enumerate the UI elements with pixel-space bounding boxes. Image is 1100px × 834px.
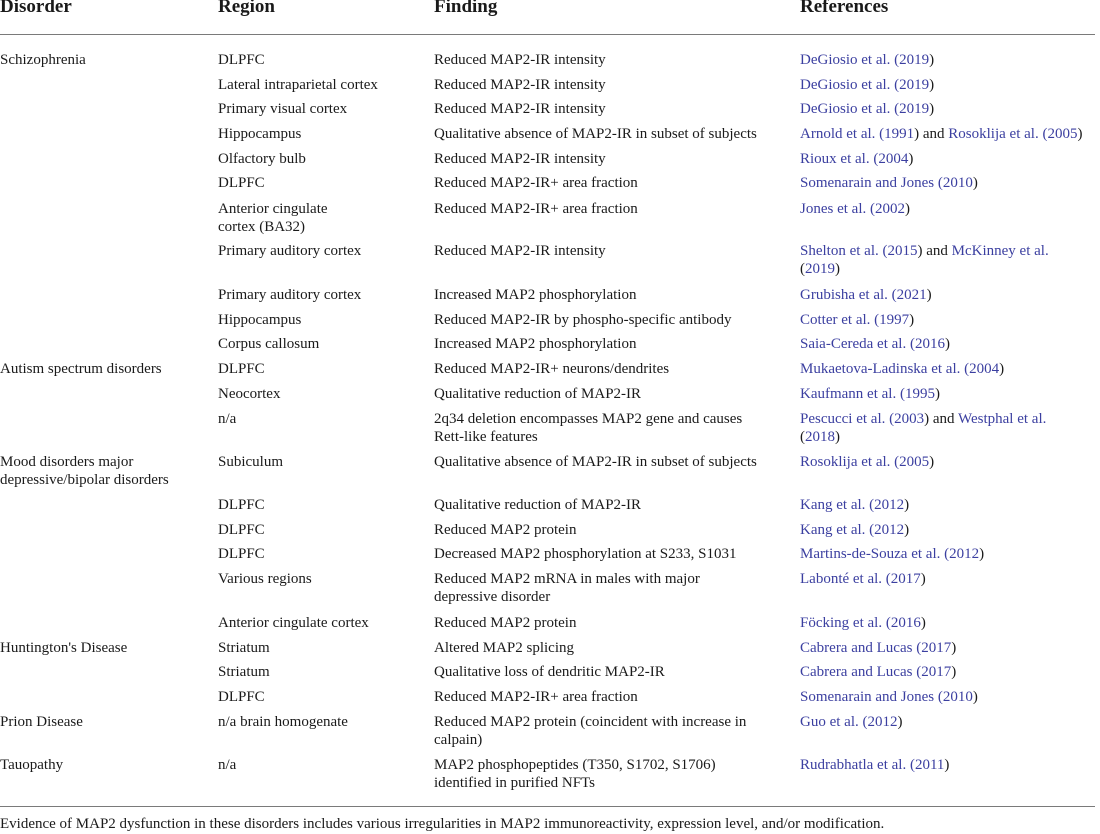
reference-text: ) [904,201,910,217]
reference-text: ) [944,336,950,352]
reference-link[interactable]: 2019 [899,52,930,68]
reference-link[interactable]: 2002 [874,201,905,217]
reference-link[interactable]: Cabrera and Lucas ( [800,664,922,680]
reference-link[interactable]: 2010 [942,689,973,705]
reference-link[interactable]: Rioux et al. ( [800,151,879,167]
reference-text: ) and [917,243,952,259]
cell-references [800,360,1004,378]
reference-link[interactable]: Kaufmann et al. ( [800,386,905,402]
reference-link[interactable]: Guo et al. ( [800,714,868,730]
cell-references [800,385,940,403]
reference-text: ) [929,52,935,68]
reference-text: ) [897,714,903,730]
cell-references [800,150,913,168]
cell-region: n/a [218,411,237,427]
reference-link[interactable]: DeGiosio et al. ( [800,52,900,68]
cell-finding: Altered MAP2 splicing [434,640,574,656]
reference-link[interactable]: 2005 [899,454,930,470]
cell-finding: Reduced MAP2-IR intensity [434,243,606,259]
reference-link[interactable]: 2019 [899,77,930,93]
cell-references [800,286,932,304]
cell-references [800,663,956,681]
cell-finding: MAP2 phosphopeptides (T350, S1702, S1706) identified in purified NFTs [434,757,716,791]
cell-region: DLPFC [218,175,265,191]
cell-disorder: Mood disorders major depressive/bipolar disorders [0,454,169,488]
cell-references [800,570,926,588]
reference-link[interactable]: 2017 [921,664,952,680]
cell-region: DLPFC [218,361,265,377]
reference-link[interactable]: 2012 [874,522,905,538]
header-finding: Finding [434,0,498,17]
reference-link[interactable]: Rudrabhatla et al. ( [800,757,915,773]
cell-region: Anterior cingulate cortex (BA32) [218,201,328,235]
cell-region: Neocortex [218,386,281,402]
reference-link[interactable]: Cotter et al. ( [800,312,880,328]
cell-references [800,311,914,329]
cell-finding: Reduced MAP2 mRNA in males with major depressive disorder [434,571,700,605]
table-footnote: Evidence of MAP2 dysfunction in these disorders includes various irregularities in MAP2 immunoreactivity, expression level, and/or modification. [0,816,885,832]
cell-finding: Reduced MAP2-IR intensity [434,52,606,68]
cell-disorder: Prion Disease [0,714,83,730]
cell-references [800,76,934,94]
reference-link[interactable]: 2003 [894,411,925,427]
cell-region: Corpus callosum [218,336,320,352]
reference-link[interactable]: McKinney et al. [951,243,1049,259]
cell-references [800,100,934,118]
reference-text: ) [951,640,957,656]
reference-link[interactable]: 1991 [884,126,915,142]
cell-region: n/a brain homogenate [218,714,348,730]
reference-text: ) [999,361,1005,377]
cell-references [800,335,950,353]
cell-finding: Reduced MAP2 protein [434,522,577,538]
cell-region: DLPFC [218,546,265,562]
reference-link[interactable]: 2005 [1047,126,1078,142]
reference-link[interactable]: 2012 [949,546,980,562]
reference-link[interactable]: Föcking et al. ( [800,615,891,631]
cell-region: Primary auditory cortex [218,243,362,259]
cell-region: Primary auditory cortex [218,287,362,303]
cell-region: Primary visual cortex [218,101,348,117]
reference-link[interactable]: Jones et al. ( [800,201,875,217]
cell-region: Striatum [218,664,270,680]
reference-link[interactable]: Rosoklija et al. ( [948,126,1048,142]
cell-references [800,713,902,731]
reference-text: ) [835,429,840,445]
reference-link[interactable]: 2016 [890,615,921,631]
reference-text: ) [1077,126,1083,142]
cell-finding: Reduced MAP2-IR intensity [434,101,606,117]
reference-text: ) [934,386,940,402]
cell-region: Subiculum [218,454,284,470]
reference-link[interactable]: 2004 [878,151,909,167]
reference-link[interactable]: 2017 [890,571,921,587]
header-rule [0,34,1095,35]
cell-references [800,545,984,563]
cell-finding: Reduced MAP2-IR+ area fraction [434,689,638,705]
reference-text: ) [951,664,957,680]
cell-disorder: Huntington's Disease [0,640,128,656]
cell-references [800,756,949,774]
cell-finding: Qualitative reduction of MAP2-IR [434,386,642,402]
cell-disorder: Tauopathy [0,757,64,773]
reference-link[interactable]: Grubisha et al. ( [800,287,897,303]
reference-link[interactable]: Westphal et al. [958,411,1047,427]
reference-text: ) and [924,411,959,427]
reference-link[interactable]: Kang et al. ( [800,522,875,538]
reference-text: ) [972,689,978,705]
cell-finding: Reduced MAP2-IR by phospho-specific antibody [434,312,732,328]
cell-references [800,410,1046,446]
cell-references [800,125,1082,143]
cell-region: DLPFC [218,497,265,513]
reference-link[interactable]: Labonté et al. ( [800,571,891,587]
cell-disorder: Autism spectrum disorders [0,361,162,377]
cell-finding: Qualitative absence of MAP2-IR in subset of subjects [434,126,757,142]
reference-text: ) [920,615,926,631]
cell-references [800,174,978,192]
reference-text: ) [944,757,950,773]
cell-region: Lateral intraparietal cortex [218,77,378,93]
cell-references [800,51,934,69]
header-region: Region [218,0,275,17]
reference-link[interactable]: Somenarain and Jones ( [800,689,943,705]
reference-link[interactable]: Martins-de-Souza et al. ( [800,546,950,562]
cell-references [800,688,978,706]
header-disorder: Disorder [0,0,72,17]
cell-references [800,614,926,632]
reference-text: ) [909,312,915,328]
reference-link[interactable]: Arnold et al. ( [800,126,885,142]
reference-text: ( [800,429,805,445]
cell-finding: Reduced MAP2 protein [434,615,577,631]
cell-finding: Decreased MAP2 phosphorylation at S233, S1031 [434,546,737,562]
cell-region: Hippocampus [218,126,302,142]
cell-finding: Qualitative absence of MAP2-IR in subset of subjects [434,454,757,470]
cell-finding: Reduced MAP2-IR+ area fraction [434,175,638,191]
reference-link[interactable]: 2017 [921,640,952,656]
reference-link[interactable]: 2012 [867,714,898,730]
reference-text: ) [929,454,935,470]
cell-finding: Reduced MAP2-IR+ neurons/dendrites [434,361,670,377]
reference-link[interactable]: 1997 [879,312,910,328]
reference-link[interactable]: Rosoklija et al. ( [800,454,900,470]
cell-references [800,496,909,514]
cell-region: Striatum [218,640,270,656]
reference-link[interactable]: 2011 [914,757,945,773]
reference-link[interactable]: DeGiosio et al. ( [800,101,900,117]
bottom-rule [0,806,1095,807]
reference-link[interactable]: 1995 [904,386,935,402]
reference-link[interactable]: 2016 [914,336,945,352]
cell-finding: Reduced MAP2 protein (coincident with increase in calpain) [434,714,747,748]
reference-link[interactable]: Pescucci et al. ( [800,411,895,427]
cell-references [800,453,934,471]
reference-text: ) [926,287,932,303]
reference-link[interactable]: Saia-Cereda et al. ( [800,336,915,352]
reference-link[interactable]: 2010 [942,175,973,191]
reference-text: ) [972,175,978,191]
reference-text: ) [979,546,985,562]
reference-text: ) [904,522,910,538]
cell-finding: Reduced MAP2-IR intensity [434,151,606,167]
cell-references [800,639,956,657]
cell-references [800,242,1049,278]
reference-link[interactable]: 2012 [874,497,905,513]
reference-link[interactable]: Cabrera and Lucas ( [800,640,922,656]
cell-finding: 2q34 deletion encompasses MAP2 gene and causes Rett-like features [434,411,743,445]
cell-finding: Qualitative loss of dendritic MAP2-IR [434,664,665,680]
cell-region: Olfactory bulb [218,151,306,167]
reference-text: ) [904,497,910,513]
reference-text: ) [929,101,935,117]
table-header [0,0,1100,34]
cell-finding: Reduced MAP2-IR intensity [434,77,606,93]
reference-text: ) [835,261,840,277]
cell-references [800,200,910,218]
reference-text: ) and [914,126,949,142]
cell-finding: Increased MAP2 phosphorylation [434,287,637,303]
reference-link[interactable]: 2021 [896,287,927,303]
reference-link[interactable]: Mukaetova-Ladinska et al. ( [800,361,970,377]
reference-link[interactable]: Shelton et al. ( [800,243,888,259]
header-references: References [800,0,889,17]
reference-text: ) [908,151,914,167]
reference-text: ( [800,261,805,277]
cell-references [800,521,909,539]
cell-disorder: Schizophrenia [0,52,86,68]
cell-finding: Increased MAP2 phosphorylation [434,336,637,352]
cell-region: n/a [218,757,237,773]
cell-region: Hippocampus [218,312,302,328]
cell-region: DLPFC [218,689,265,705]
cell-finding: Qualitative reduction of MAP2-IR [434,497,642,513]
cell-region: Various regions [218,571,312,587]
reference-link[interactable]: Kang et al. ( [800,497,875,513]
reference-link[interactable]: Somenarain and Jones ( [800,175,943,191]
cell-finding: Reduced MAP2-IR+ area fraction [434,201,638,217]
reference-link[interactable]: 2019 [805,261,835,277]
reference-link[interactable]: DeGiosio et al. ( [800,77,900,93]
reference-text: ) [920,571,926,587]
cell-region: Anterior cingulate cortex [218,615,369,631]
reference-link[interactable]: 2018 [805,429,835,445]
reference-link[interactable]: 2004 [969,361,1000,377]
reference-link[interactable]: 2015 [887,243,918,259]
reference-link[interactable]: 2019 [899,101,930,117]
cell-region: DLPFC [218,522,265,538]
cell-region: DLPFC [218,52,265,68]
reference-text: ) [929,77,935,93]
